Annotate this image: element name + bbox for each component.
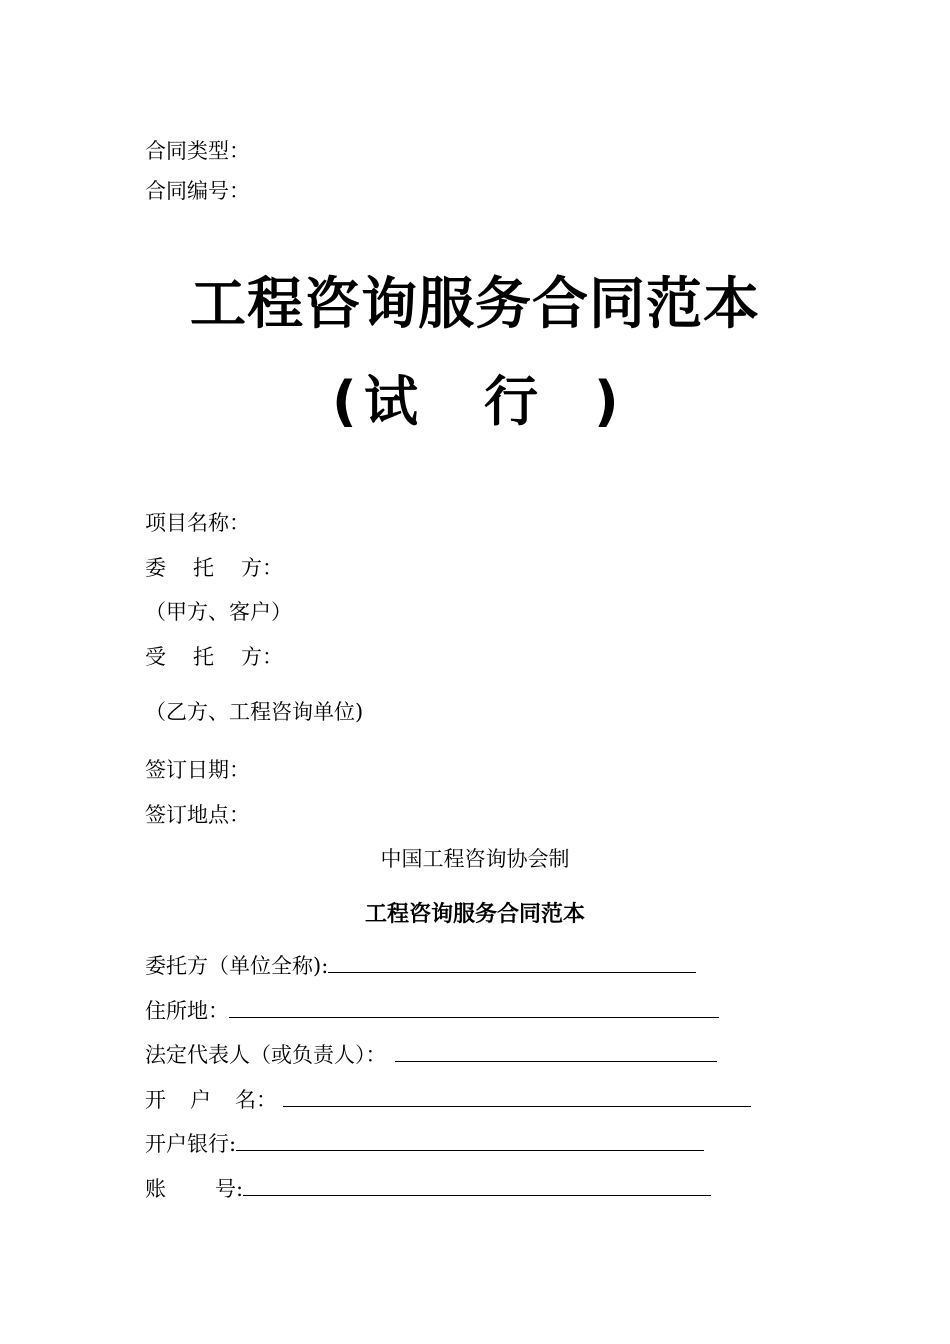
- contractor-label-char-3: 方：: [241, 645, 283, 669]
- legal-rep-row: [145, 1041, 717, 1068]
- bank-row: [145, 1130, 704, 1157]
- account-number-char-2: 号:: [215, 1177, 244, 1201]
- address-row: [145, 997, 719, 1024]
- contract-type-label: 合同类型：: [145, 139, 250, 163]
- issuer-line: 中国工程咨询协会制: [380, 847, 570, 871]
- client-note: （甲方、客户）: [145, 600, 292, 624]
- address-label: 住所地：: [145, 999, 229, 1023]
- account-name-char-2: 户: [190, 1088, 211, 1112]
- contractor-note: （乙方、工程咨询单位): [145, 700, 364, 724]
- account-number-char-1: 账: [145, 1177, 166, 1201]
- bank-label: 开户银行:: [145, 1132, 237, 1156]
- account-name-char-3: 名：: [235, 1088, 277, 1112]
- client-full-name-blank[interactable]: [328, 952, 696, 973]
- contractor-label: [145, 644, 283, 670]
- contractor-label-char-1: 受: [145, 645, 166, 669]
- subtitle-open-paren: (: [332, 370, 357, 433]
- project-name-label: 项目名称：: [145, 511, 250, 535]
- sign-place-label: 签订地点：: [145, 803, 250, 827]
- client-full-name-label: 委托方（单位全称):: [145, 954, 329, 978]
- sign-date-label: 签订日期：: [145, 758, 250, 782]
- second-title: 工程咨询服务合同范本: [364, 902, 585, 927]
- legal-rep-label: 法定代表人（或负责人）：: [145, 1043, 387, 1067]
- account-number-row: [145, 1175, 711, 1202]
- account-name-blank[interactable]: [283, 1086, 751, 1107]
- account-name-char-1: 开: [145, 1088, 166, 1112]
- legal-rep-blank[interactable]: [395, 1041, 717, 1062]
- address-blank[interactable]: [229, 997, 719, 1018]
- client-full-name-row: [145, 952, 696, 979]
- subtitle-char-1: 试: [364, 370, 418, 433]
- client-label: [145, 555, 283, 581]
- account-number-blank[interactable]: [243, 1175, 711, 1196]
- contract-number-label: 合同编号：: [145, 179, 250, 203]
- bank-blank[interactable]: [236, 1130, 704, 1151]
- subtitle-close-paren: ): [594, 370, 619, 433]
- client-label-char-2: 托: [193, 556, 214, 580]
- contractor-label-char-2: 托: [193, 645, 214, 669]
- client-label-char-3: 方：: [241, 556, 283, 580]
- account-name-row: [145, 1086, 751, 1113]
- document-title: 工程咨询服务合同范本: [190, 272, 760, 337]
- client-label-char-1: 委: [145, 556, 166, 580]
- subtitle-char-2: 行: [484, 370, 538, 433]
